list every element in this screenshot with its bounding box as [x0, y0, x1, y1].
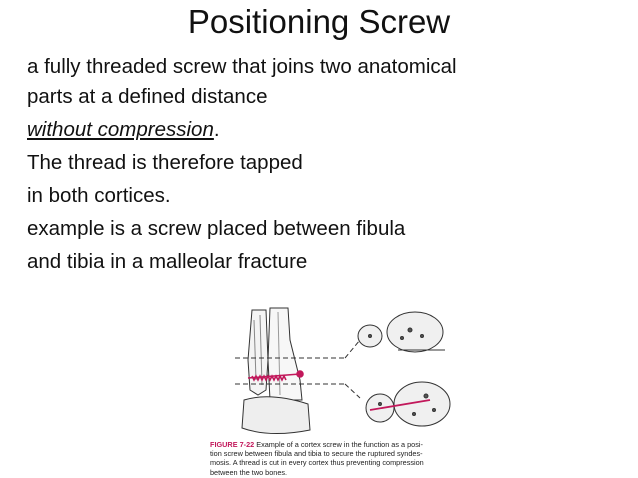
body-line-2: parts at a defined distance — [27, 85, 268, 108]
body-line-3 — [27, 115, 617, 145]
body-line-6: example is a screw placed between fibula — [27, 217, 406, 240]
slide-body — [27, 52, 617, 277]
caption-line-3: mosis. A thread is cut in every cortex thus preventing compression — [210, 458, 424, 468]
body-line-7: and tibia in a malleolar fracture — [27, 250, 308, 273]
caption-line-1 — [210, 440, 470, 449]
body-line-5: in both cortices. — [27, 184, 171, 207]
body-line-3-end: . — [213, 118, 220, 141]
talus-drawing — [242, 397, 310, 434]
slide-title: Positioning Screw — [187, 3, 451, 40]
figure-caption — [210, 440, 470, 477]
caption-line-2: tion screw between fibula and tibia to secure the ruptured syndes- — [210, 449, 423, 459]
caption-text-1: Example of a cortex screw in the function as a posi- — [256, 440, 423, 449]
emphasis-text: without compression — [27, 118, 214, 141]
caption-line-4: between the two bones. — [210, 467, 288, 477]
caption-label: FIGURE 7-22 — [210, 440, 255, 449]
lower-cross-section — [366, 382, 450, 426]
body-line-1: a fully threaded screw that joins two anatomical — [27, 55, 457, 78]
body-line-4: The thread is therefore tapped — [27, 151, 303, 174]
tibia-drawing — [268, 308, 302, 400]
fibula-drawing — [248, 310, 268, 395]
upper-cross-section — [358, 312, 445, 352]
